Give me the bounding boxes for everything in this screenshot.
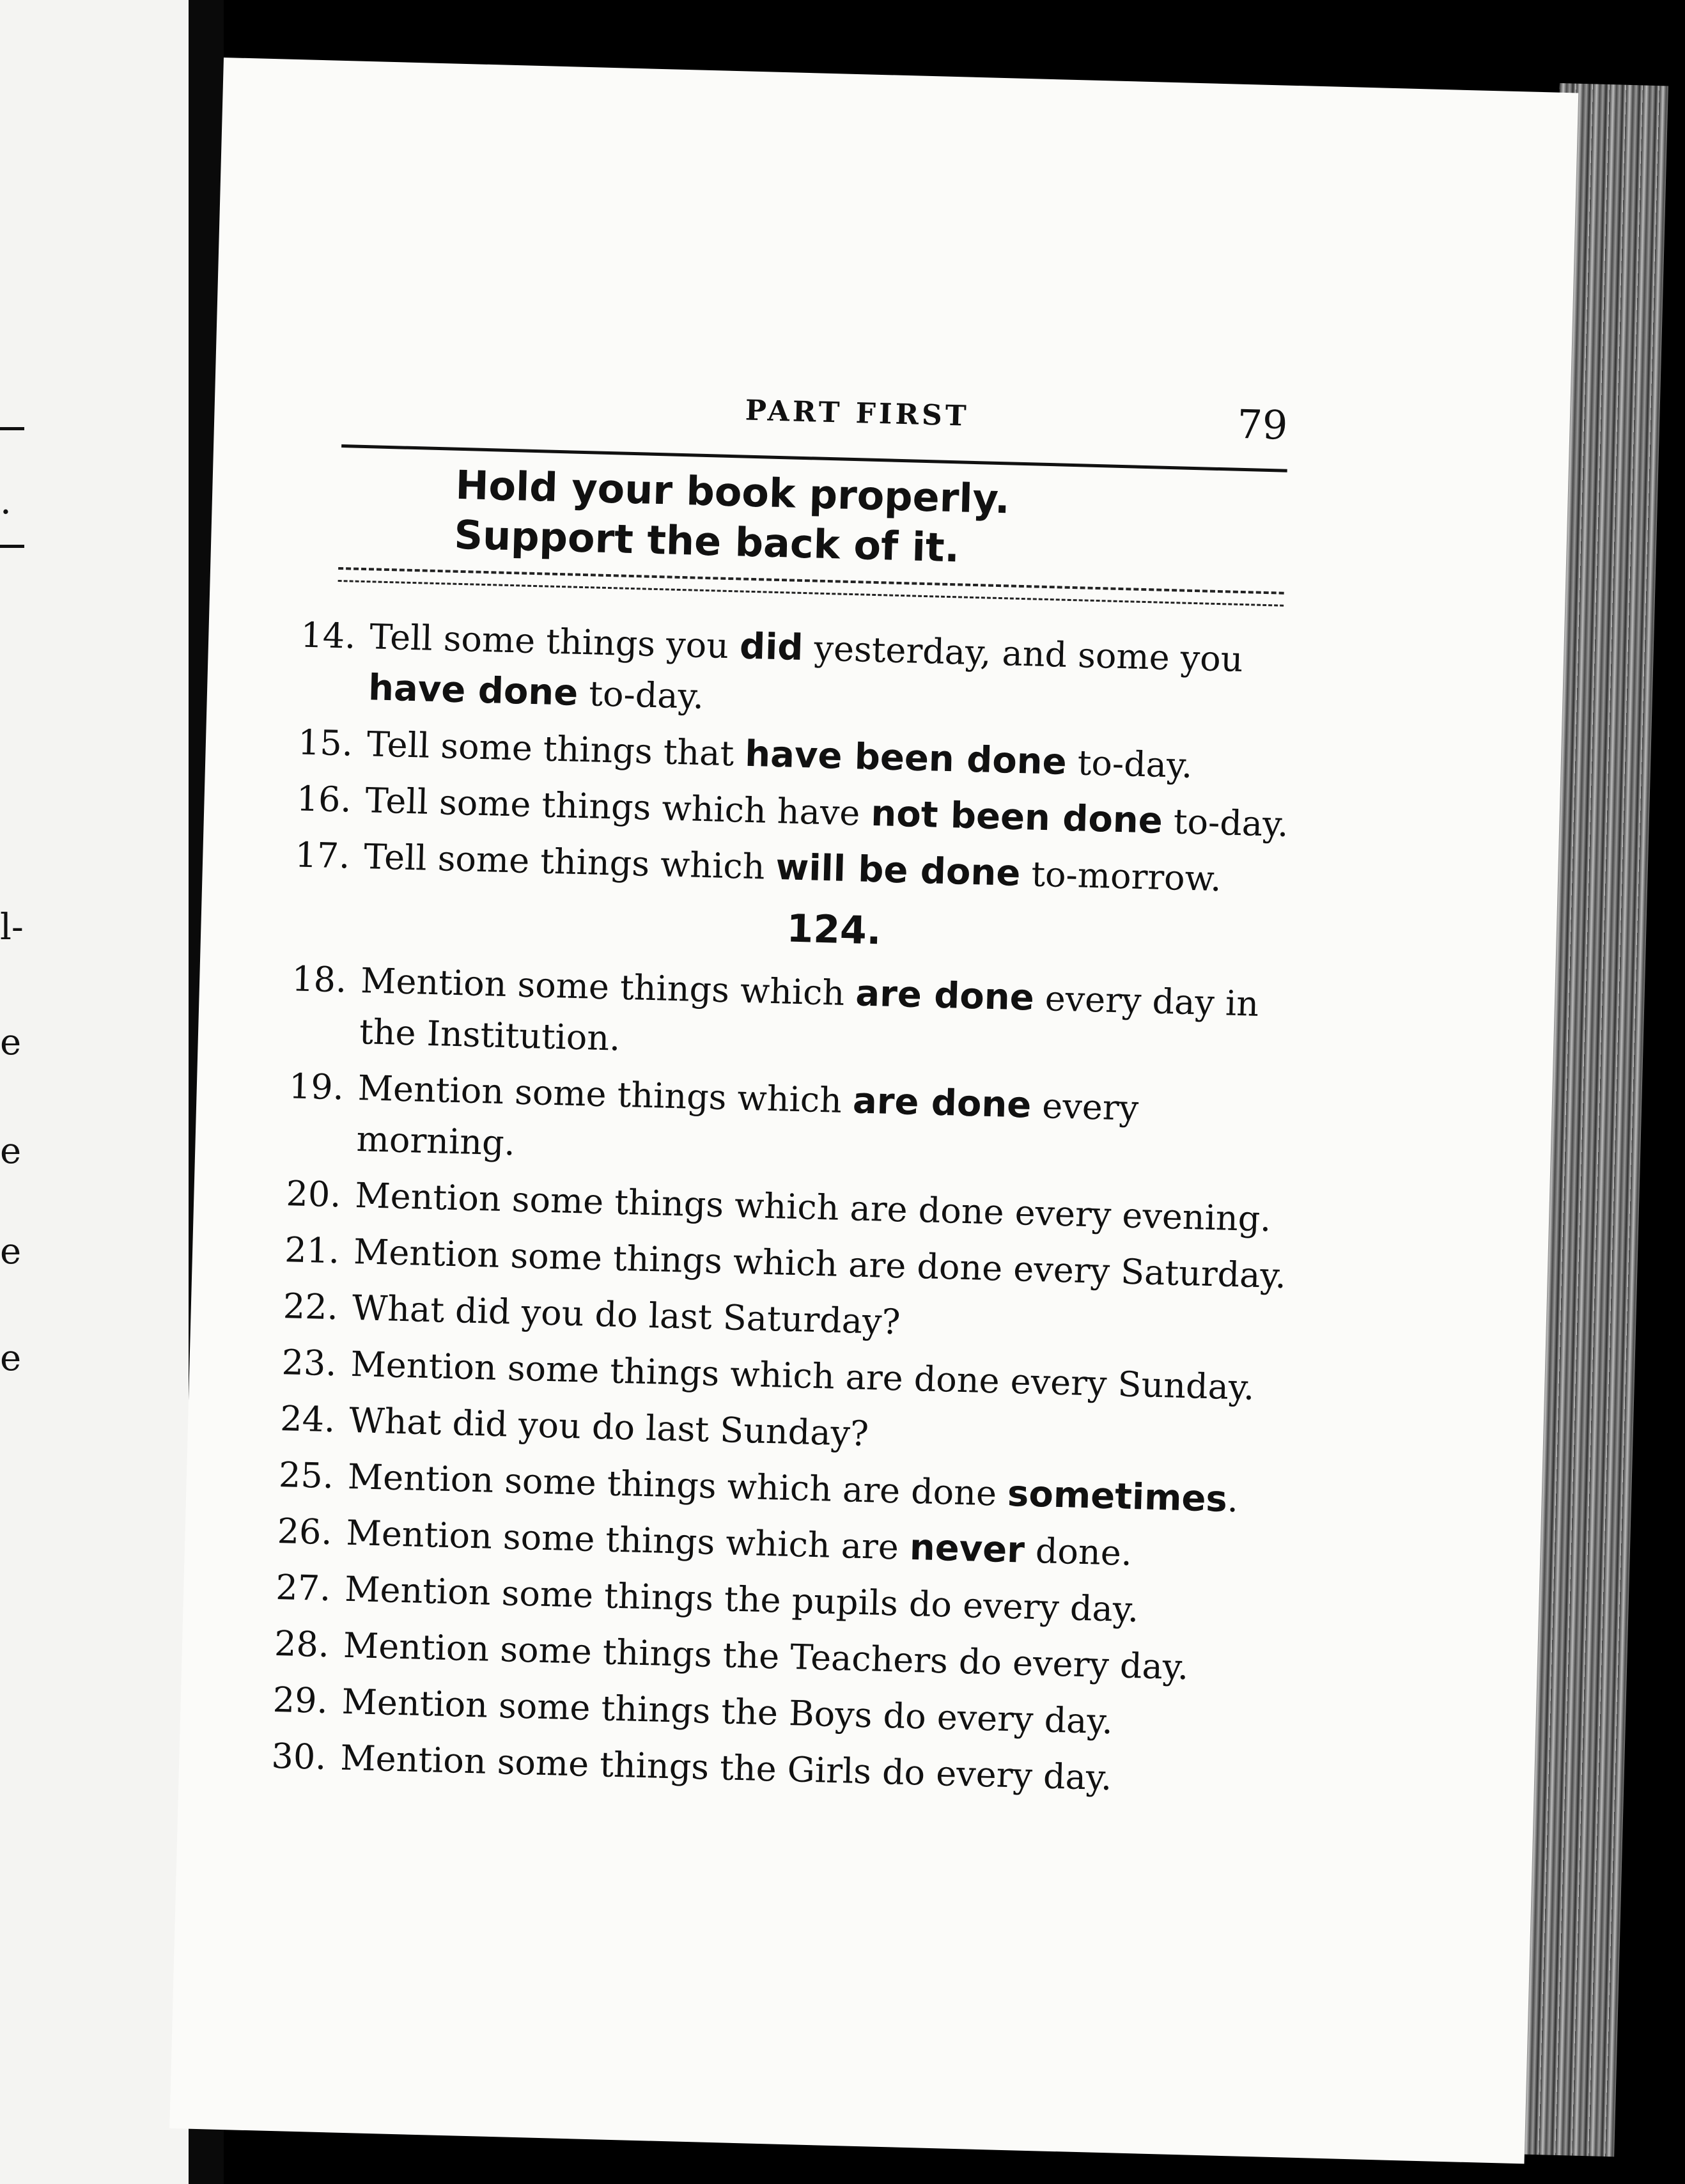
item-number: 23. (281, 1342, 338, 1384)
item-text: Mention some things the Teachers do every day. (343, 1625, 1190, 1688)
item-number: 27. (275, 1566, 332, 1609)
facing-page-fragment: l- (0, 907, 24, 948)
notice-rule (338, 580, 1284, 607)
item-text: What did you do last Sunday? (348, 1400, 869, 1455)
item-text: Mention some things which are done every morning. (355, 1068, 1139, 1164)
item-number: 22. (283, 1286, 339, 1328)
item-number: 21. (284, 1229, 341, 1272)
item-text: Mention some things which are done every day in the Institution. (359, 960, 1259, 1059)
item-text: Mention some things which are done sometimes. (347, 1456, 1239, 1520)
item-number: 30. (270, 1735, 327, 1778)
running-head: PART FIRST (745, 394, 970, 433)
notice-line: Hold your book properly. (454, 461, 1011, 523)
notice-line: Support the back of it. (453, 511, 961, 572)
item-text: Mention some things the pupils do every day. (344, 1568, 1140, 1630)
item-text: Mention some things which are done every evening. (354, 1174, 1272, 1240)
item-number: 24. (279, 1398, 336, 1440)
facing-page-fragment: e (0, 1231, 22, 1272)
facing-page-fragment: e (0, 1130, 22, 1172)
item-number: 26. (276, 1510, 333, 1553)
item-text: What did you do last Saturday? (352, 1287, 901, 1343)
item-text: Mention some things which are done every Saturday. (353, 1231, 1287, 1297)
exercise-list (229, 609, 1308, 1813)
item-text: Mention some things the Boys do every day. (341, 1681, 1114, 1742)
item-text: Tell some things which have not been done to-day. (364, 780, 1289, 845)
notice-box (454, 460, 1011, 575)
item-number: 14. (300, 614, 357, 657)
item-text: Mention some things the Girls do every day. (339, 1737, 1113, 1798)
exercise-item (258, 609, 1308, 738)
notice-rule (338, 567, 1284, 595)
exercise-item (249, 953, 1300, 1082)
item-text: Tell some things which will be done to-morrow. (363, 836, 1222, 900)
facing-page-fragment: e (0, 1338, 22, 1379)
facing-page (0, 0, 189, 2184)
section-number: 124. (786, 906, 882, 954)
page-number: 79 (1236, 400, 1289, 449)
item-number: 19. (288, 1066, 345, 1108)
item-number: 16. (295, 778, 352, 820)
item-text: Tell some things you did yesterday, and some you have done to-day. (368, 616, 1244, 717)
item-number: 29. (272, 1679, 329, 1722)
page-header (214, 380, 1570, 467)
item-text: Mention some things which are done every Sunday. (350, 1343, 1255, 1408)
item-number: 17. (294, 834, 351, 877)
item-text: Mention some things which are never done. (345, 1512, 1133, 1573)
exercise-item (246, 1060, 1297, 1190)
item-number: 25. (278, 1455, 334, 1497)
book-page (169, 58, 1578, 2164)
facing-page-rule (0, 545, 24, 548)
item-number: 18. (291, 958, 348, 1001)
item-number: 20. (285, 1173, 342, 1215)
facing-page-fragment: e (0, 1022, 22, 1063)
item-text: Tell some things that have been done to-day. (366, 724, 1193, 786)
item-number: 15. (297, 722, 353, 764)
item-number: 28. (274, 1623, 330, 1665)
facing-page-rule (0, 427, 24, 430)
facing-page-fragment: . (0, 481, 12, 522)
